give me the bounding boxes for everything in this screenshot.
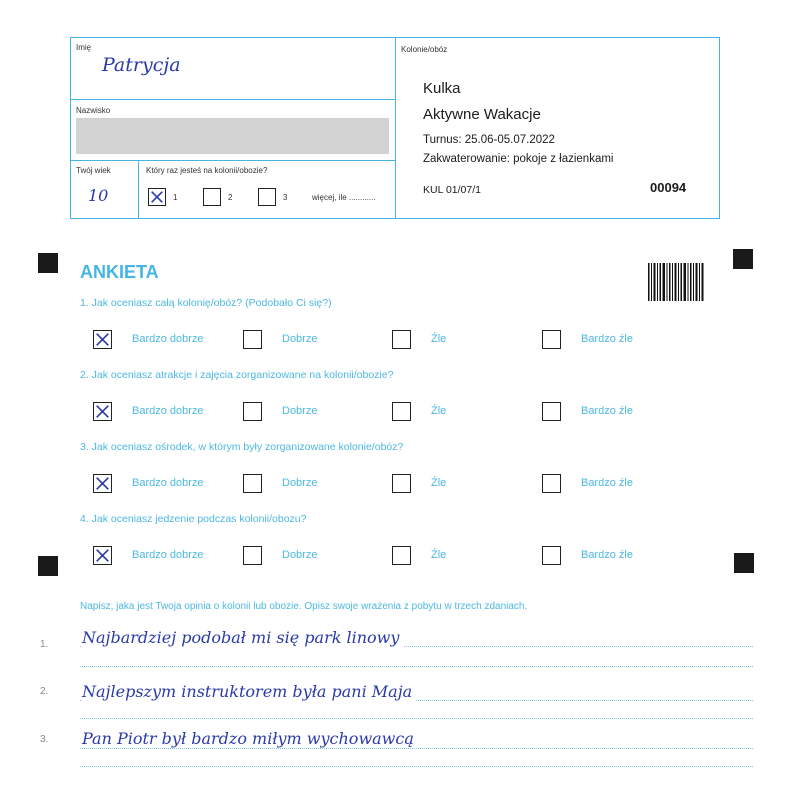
- opinion-line[interactable]: [80, 766, 753, 767]
- camp-program: Aktywne Wakacje: [423, 106, 541, 123]
- times-label: Który raz jesteś na kolonii/obozie?: [146, 166, 268, 175]
- camp-accommodation: Zakwaterowanie: pokoje z łazienkami: [423, 153, 614, 165]
- question-1-checkbox[interactable]: [392, 330, 411, 349]
- times-checkbox-2[interactable]: [203, 188, 221, 206]
- question-4-checkbox[interactable]: [392, 546, 411, 565]
- registration-mark-top-right: [733, 249, 753, 269]
- question-1-option-label: Bardzo źle: [581, 333, 633, 345]
- question-1-checkbox[interactable]: [243, 330, 262, 349]
- question-4-option-label: Bardzo dobrze: [132, 549, 204, 561]
- opinion-line[interactable]: [80, 748, 753, 749]
- times-option-3: 3: [283, 193, 288, 202]
- opinion-prompt: Napisz, jaka jest Twoja opinia o kolonii lub obozie. Opisz swoje wrażenia z pobytu w trzech zdaniach.: [80, 601, 528, 612]
- x-check-icon: [94, 475, 111, 492]
- times-option-2: 2: [228, 193, 233, 202]
- opinion-line-number: 1.: [40, 639, 49, 650]
- question-1-checkbox[interactable]: [542, 330, 561, 349]
- barcode-icon: [648, 263, 704, 301]
- x-check-icon: [94, 331, 111, 348]
- name-value: Patrycja: [102, 54, 181, 76]
- question-3-option-label: Źle: [431, 477, 447, 489]
- camp-label: Kolonie/obóz: [401, 45, 448, 54]
- surname-label: Nazwisko: [76, 106, 111, 115]
- question-1-option-label: Bardzo dobrze: [132, 333, 204, 345]
- x-check-icon: [94, 547, 111, 564]
- x-check-icon: [94, 403, 111, 420]
- opinion-line-3-text: Pan Piotr był bardzo miłym wychowawcą: [82, 729, 418, 748]
- question-3-checkbox[interactable]: [542, 474, 561, 493]
- opinion-line-2-text: Najlepszym instruktorem była pani Maja: [82, 682, 416, 701]
- question-3-checkbox[interactable]: [243, 474, 262, 493]
- camp-turnus: Turnus: 25.06-05.07.2022: [423, 134, 555, 146]
- name-label: Imię: [76, 43, 92, 52]
- survey-title: ANKIETA: [80, 262, 159, 282]
- question-3-option-label: Bardzo źle: [581, 477, 633, 489]
- camp-name: Kulka: [423, 80, 461, 97]
- question-2-checkbox[interactable]: [542, 402, 561, 421]
- question-1-option-label: Dobrze: [282, 333, 318, 345]
- question-2-checkbox[interactable]: [392, 402, 411, 421]
- question-4-checkbox[interactable]: [93, 546, 112, 565]
- times-more-label: więcej, ile ............: [312, 193, 376, 202]
- age-divider: [138, 160, 139, 219]
- times-checkbox-1[interactable]: [148, 188, 166, 206]
- registration-mark-top-left: [38, 253, 58, 273]
- opinion-line-1-text: Najbardziej podobał mi się park linowy: [82, 628, 403, 647]
- times-checkbox-3[interactable]: [258, 188, 276, 206]
- header-divider: [395, 37, 396, 219]
- question-2-option-label: Źle: [431, 405, 447, 417]
- registration-mark-bottom-right: [734, 553, 754, 573]
- question-4-option-label: Źle: [431, 549, 447, 561]
- question-3-option-label: Bardzo dobrze: [132, 477, 204, 489]
- surname-redacted: [76, 118, 389, 154]
- registration-mark-bottom-left: [38, 556, 58, 576]
- question-3-text: 3. Jak oceniasz ośrodek, w którym były zorganizowane kolonie/obóz?: [80, 441, 404, 453]
- question-3-checkbox[interactable]: [93, 474, 112, 493]
- name-row-line: [70, 99, 396, 100]
- question-2-option-label: Dobrze: [282, 405, 318, 417]
- question-4-text: 4. Jak oceniasz jedzenie podczas kolonii/obozu?: [80, 513, 307, 525]
- age-value: 10: [88, 186, 109, 205]
- x-check-icon: [149, 189, 165, 205]
- camp-number: 00094: [650, 180, 687, 195]
- surname-row-line: [70, 160, 396, 161]
- question-1-text: 1. Jak oceniasz całą kolonię/obóz? (Podobało Ci się?): [80, 297, 332, 309]
- opinion-line-number: 2.: [40, 686, 49, 697]
- question-3-option-label: Dobrze: [282, 477, 318, 489]
- times-option-1: 1: [173, 193, 178, 202]
- question-2-text: 2. Jak oceniasz atrakcje i zajęcia zorganizowane na kolonii/obozie?: [80, 369, 394, 381]
- question-4-checkbox[interactable]: [542, 546, 561, 565]
- question-4-option-label: Bardzo źle: [581, 549, 633, 561]
- question-1-option-label: Źle: [431, 333, 447, 345]
- question-3-checkbox[interactable]: [392, 474, 411, 493]
- question-2-checkbox[interactable]: [93, 402, 112, 421]
- camp-code: KUL 01/07/1: [423, 184, 481, 196]
- question-2-option-label: Bardzo dobrze: [132, 405, 204, 417]
- opinion-line-number: 3.: [40, 734, 49, 745]
- age-label: Twój wiek: [76, 166, 111, 175]
- question-4-checkbox[interactable]: [243, 546, 262, 565]
- question-2-checkbox[interactable]: [243, 402, 262, 421]
- opinion-line[interactable]: [80, 666, 753, 667]
- question-4-option-label: Dobrze: [282, 549, 318, 561]
- opinion-line[interactable]: [80, 718, 753, 719]
- question-1-checkbox[interactable]: [93, 330, 112, 349]
- question-2-option-label: Bardzo źle: [581, 405, 633, 417]
